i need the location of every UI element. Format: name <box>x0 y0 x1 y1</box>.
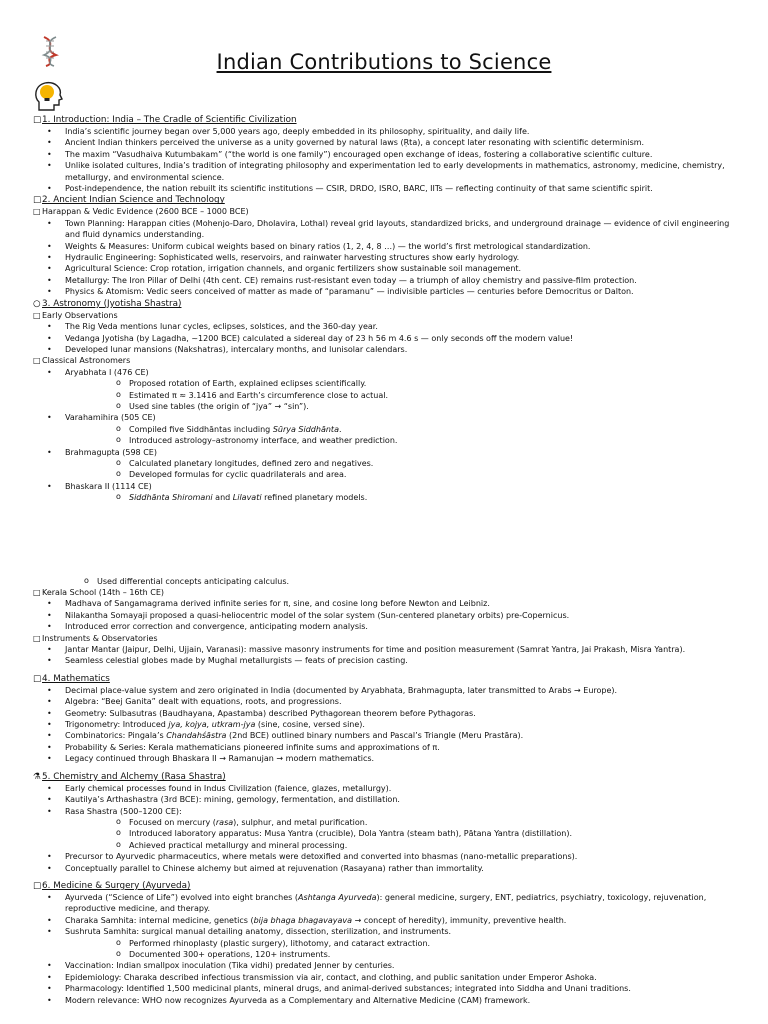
italic-text: Lilavati <box>232 493 262 503</box>
text-run: Focused on mercury ( <box>129 817 216 827</box>
bullet-list <box>33 892 733 1006</box>
text-run: Ayurveda (“Science of Life”) evolved into eight branches ( <box>65 892 298 902</box>
list-item: • Algebra: “Beej Ganita” dealt with equations, roots, and progressions. <box>33 696 733 707</box>
text-run: refined planetary models. <box>261 493 368 503</box>
text-run: (sine, cosine, versed sine). <box>255 720 365 730</box>
sub-list-item: o Estimated π ≈ 3.1416 and Earth’s circumference close to actual. <box>65 390 733 401</box>
list-item: • Post-independence, the nation rebuilt its scientific institutions — CSIR, DRDO, ISRO, BARC, IITs — reflecting continuity of that same scientific spirit. <box>33 183 733 194</box>
list-item: • Precursor to Ayurvedic pharmaceutics, where metals were detoxified and converted into bhasmas (nano-metallic preparations). <box>33 851 733 862</box>
list-item: • Physics & Atomism: Vedic seers conceived of matter as made of “paramanu” — indivisible particles — centuries before Democritus or Dalton. <box>33 286 733 297</box>
list-item <box>33 412 733 446</box>
bullet-list <box>33 321 733 355</box>
list-item <box>33 892 733 915</box>
bullet-list <box>33 218 733 298</box>
section-heading-text: 4. Mathematics <box>42 673 110 684</box>
subheading-glyph: □ <box>33 207 41 217</box>
sub-list-item <box>65 424 733 435</box>
section-heading <box>33 298 733 310</box>
text-run: Charaka Samhita: internal medicine, genetics ( <box>65 915 254 925</box>
section-heading-text: 1. Introduction: India – The Cradle of Scientific Civilization <box>42 115 297 125</box>
subheading-text: Instruments & Observatories <box>42 633 158 643</box>
section-heading-text: 5. Chemistry and Alchemy (Rasa Shastra) <box>42 771 226 782</box>
list-item <box>33 806 733 852</box>
text-run: ): general medicine, surgery, ENT, pediatrics, psychiatry, toxicology, rejuvenation, reproductive medicine, and therapy. <box>65 892 707 914</box>
subheading-glyph: □ <box>33 633 41 643</box>
subheading <box>33 355 733 366</box>
list-item: • Unlike isolated cultures, India’s tradition of integrating philosophy and experimentation led to early developments in mathematics, astronomy, medicine, chemistry, metallurgy, and environmental science. <box>33 160 733 183</box>
text-run: Trigonometry: Introduced <box>65 720 169 730</box>
section-heading <box>33 194 733 206</box>
text-run: and <box>212 493 233 503</box>
list-item: • Hydraulic Engineering: Sophisticated wells, reservoirs, and rainwater harvesting structures show early hydrology. <box>33 252 733 263</box>
list-item <box>33 447 733 481</box>
subheading <box>33 310 733 321</box>
list-item: • Nilakantha Somayaji proposed a quasi-heliocentric model of the solar system (Sun-centered planetary orbits) pre-Copernicus. <box>33 610 733 621</box>
astronomer-name: Bhaskara II (1114 CE) <box>65 481 152 491</box>
astronomer-name: Brahmagupta (598 CE) <box>65 447 157 457</box>
sub-list <box>65 424 733 447</box>
text-run: Combinatorics: Pingala’s <box>65 731 167 741</box>
section-heading <box>33 114 733 126</box>
section-glyph: □ <box>33 673 42 684</box>
list-item <box>33 719 733 730</box>
list-item: • Jantar Mantar (Jaipur, Delhi, Ujjain, Varanasi): massive masonry instruments for time and position measurement (Samrat Yantra, Jai Prakash, Misra Yantra). <box>33 644 733 655</box>
list-item: • Town Planning: Harappan cities (Mohenjo-Daro, Dholavira, Lothal) reveal grid layouts, standardized bricks, and underground drainage — evidence of civil engineering and fluid dynamics understanding. <box>33 218 733 241</box>
list-item: • Decimal place-value system and zero originated in India (documented by Aryabhata, Brahmagupta, later transmitted to Arabs → Europe). <box>33 685 733 696</box>
sub-list-item: o Used sine tables (the origin of “jya” → “sin”). <box>65 401 733 412</box>
list-item: • Developed lunar mansions (Nakshatras), intercalary months, and lunisolar calendars. <box>33 344 733 355</box>
sub-list-item: o Introduced astrology–astronomy interface, and weather prediction. <box>65 435 733 446</box>
list-item: • Agricultural Science: Crop rotation, irrigation channels, and organic fertilizers show sustainable soil management. <box>33 263 733 274</box>
bullet-list <box>33 685 733 765</box>
list-item: • Probability & Series: Kerala mathematicians pioneered infinite sums and approximations of π. <box>33 742 733 753</box>
sub-list <box>65 938 733 961</box>
list-item <box>33 481 733 504</box>
text-run: (2nd BCE) outlined binary numbers and Pascal’s Triangle (Meru Prastāra). <box>226 731 524 741</box>
list-item: • Epidemiology: Charaka described infectious transmission via air, contact, and clothing, and public sanitation under Emperor Ashoka. <box>33 972 733 983</box>
section-glyph: □ <box>33 195 42 206</box>
subheading <box>33 206 733 217</box>
italic-text: Siddhānta Shiromani <box>129 493 213 503</box>
section-heading-text: 3. Astronomy (Jyotisha Shastra) <box>42 298 182 309</box>
astronomer-name: Varahamihira (505 CE) <box>65 413 156 423</box>
subheading-text: Classical Astronomers <box>42 356 131 366</box>
bullet-list <box>33 598 733 632</box>
bullet-list <box>33 644 733 667</box>
sub-list <box>65 378 733 412</box>
italic-text: Sūrya Siddhānta <box>272 424 339 434</box>
list-item <box>33 730 733 741</box>
sub-list-item: o Proposed rotation of Earth, explained eclipses scientifically. <box>65 378 733 389</box>
list-item <box>33 926 733 960</box>
subheading-text: Harappan & Vedic Evidence (2600 BCE – 1000 BCE) <box>42 207 249 217</box>
italic-text: bija bhaga bhagavayava <box>253 915 353 925</box>
italic-text: Chandahśāstra <box>166 731 227 741</box>
text-run: Rasa Shastra (500–1200 CE): <box>65 806 182 816</box>
list-item <box>33 915 733 926</box>
section-heading <box>33 673 733 685</box>
bullet-list <box>33 783 733 874</box>
list-item: • Pharmacology: Identified 1,500 medicinal plants, mineral drugs, and animal-derived substances; integrated into Siddha and Unani traditions. <box>33 983 733 994</box>
text-run: . <box>338 424 342 434</box>
italic-text: rasa <box>215 817 234 827</box>
list-item: • Legacy continued through Bhaskara II → Ramanujan → modern mathematics. <box>33 753 733 764</box>
section-glyph: □ <box>33 115 42 125</box>
sub-list-item <box>65 817 733 828</box>
subheading-glyph: □ <box>33 356 41 366</box>
italic-text: Ashtanga Ayurveda <box>297 892 377 902</box>
list-item: • The Rig Veda mentions lunar cycles, eclipses, solstices, and the 360-day year. <box>33 321 733 332</box>
sub-list-item: o Performed rhinoplasty (plastic surgery), lithotomy, and cataract extraction. <box>65 938 733 949</box>
list-item: • The maxim “Vasudhaiva Kutumbakam” (“the world is one family”) encouraged open exchange of ideas, fostering a collaborative scientific culture. <box>33 149 733 160</box>
section-heading <box>33 880 733 892</box>
sub-list-item: o Calculated planetary longitudes, defined zero and negatives. <box>65 458 733 469</box>
document-body <box>33 114 733 1006</box>
list-item: • Vaccination: Indian smallpox inoculation (Tika vidhi) predated Jenner by centuries. <box>33 960 733 971</box>
sub-list-item <box>65 492 733 503</box>
list-item: • Vedanga Jyotisha (by Lagadha, ~1200 BCE) calculated a sidereal day of 23 h 56 m 4.6 s — only seconds off the modern value! <box>33 333 733 344</box>
sub-list <box>65 817 733 851</box>
subheading-text: Early Observations <box>42 310 118 320</box>
list-item: • Geometry: Sulbasutras (Baudhayana, Apastamba) described Pythagorean theorem before Pythagoras. <box>33 708 733 719</box>
section-heading-text: 6. Medicine & Surgery (Ayurveda) <box>42 880 191 891</box>
list-item: • Ancient Indian thinkers perceived the universe as a unity governed by natural laws (Ṛtа), a concept later resonating with scientific determinism. <box>33 137 733 148</box>
subheading-glyph: □ <box>33 310 41 320</box>
list-item: • Introduced error correction and convergence, anticipating modern analysis. <box>33 621 733 632</box>
list-item: • Modern relevance: WHO now recognizes Ayurveda as a Complementary and Alternative Medicine (CAM) framework. <box>33 995 733 1006</box>
sub-list-item: o Developed formulas for cyclic quadrilaterals and area. <box>65 469 733 480</box>
subheading <box>33 587 733 598</box>
list-item <box>33 367 733 413</box>
list-item: • Seamless celestial globes made by Mughal metallurgists — feats of precision casting. <box>33 655 733 666</box>
sub-list <box>65 458 733 481</box>
section-heading <box>33 771 733 783</box>
sub-list <box>33 576 733 587</box>
text-run: ), sulphur, and metal purification. <box>233 817 368 827</box>
text-run: → concept of heredity), immunity, preventive health. <box>352 915 567 925</box>
bullet-list <box>33 367 733 504</box>
sub-list-item: o Achieved practical metallurgy and mineral processing. <box>65 840 733 851</box>
sub-list-item: o Documented 300+ operations, 120+ instruments. <box>65 949 733 960</box>
lightbulb-head-icon <box>33 80 63 112</box>
list-item: • Weights & Measures: Uniform cubical weights based on binary ratios (1, 2, 4, 8 …) — the world’s first metrological standardization. <box>33 241 733 252</box>
list-item: • Early chemical processes found in Indus Civilization (faience, glazes, metallurgy). <box>33 783 733 794</box>
sub-list-item: o Introduced laboratory apparatus: Musa Yantra (crucible), Dola Yantra (steam bath), Pātana Yantra (distillation). <box>65 828 733 839</box>
section-glyph: ○ <box>33 298 41 309</box>
page-title: Indian Contributions to Science <box>216 50 552 74</box>
subheading-glyph: □ <box>33 588 41 597</box>
list-item: • Conceptually parallel to Chinese alchemy but aimed at rejuvenation (Rasayana) rather than immortality. <box>33 863 733 874</box>
astronomer-name: Aryabhata I (476 CE) <box>65 367 149 377</box>
list-item: • Madhava of Sangamagrama derived infinite series for π, sine, and cosine long before Newton and Leibniz. <box>33 598 733 609</box>
sub-list-item: o Used differential concepts anticipating calculus. <box>33 576 733 587</box>
section-glyph: □ <box>33 880 42 891</box>
blank-space <box>33 504 733 576</box>
subheading-text: Kerala School (14th – 16th CE) <box>42 588 165 597</box>
alembic-icon: ⚗ <box>33 771 41 782</box>
text-run: Sushruta Samhita: surgical manual detailing anatomy, dissection, sterilization, and instruments. <box>65 927 452 937</box>
list-item: • India’s scientific journey began over 5,000 years ago, deeply embedded in its philosophy, spirituality, and daily life. <box>33 126 733 137</box>
sub-list <box>65 492 733 503</box>
list-item: • Kautilya’s Arthashastra (3rd BCE): mining, gemology, fermentation, and distillation. <box>33 794 733 805</box>
bullet-list <box>33 126 733 194</box>
list-item: • Metallurgy: The Iron Pillar of Delhi (4th cent. CE) remains rust-resistant even today — a triumph of alloy chemistry and passive-film protection. <box>33 275 733 286</box>
section-heading-text: 2. Ancient Indian Science and Technology <box>42 195 225 206</box>
italic-text: jya, kojya, utkram-jya <box>168 720 256 730</box>
subheading <box>33 633 733 644</box>
text-run: Compiled five Siddhāntas including <box>129 424 273 434</box>
